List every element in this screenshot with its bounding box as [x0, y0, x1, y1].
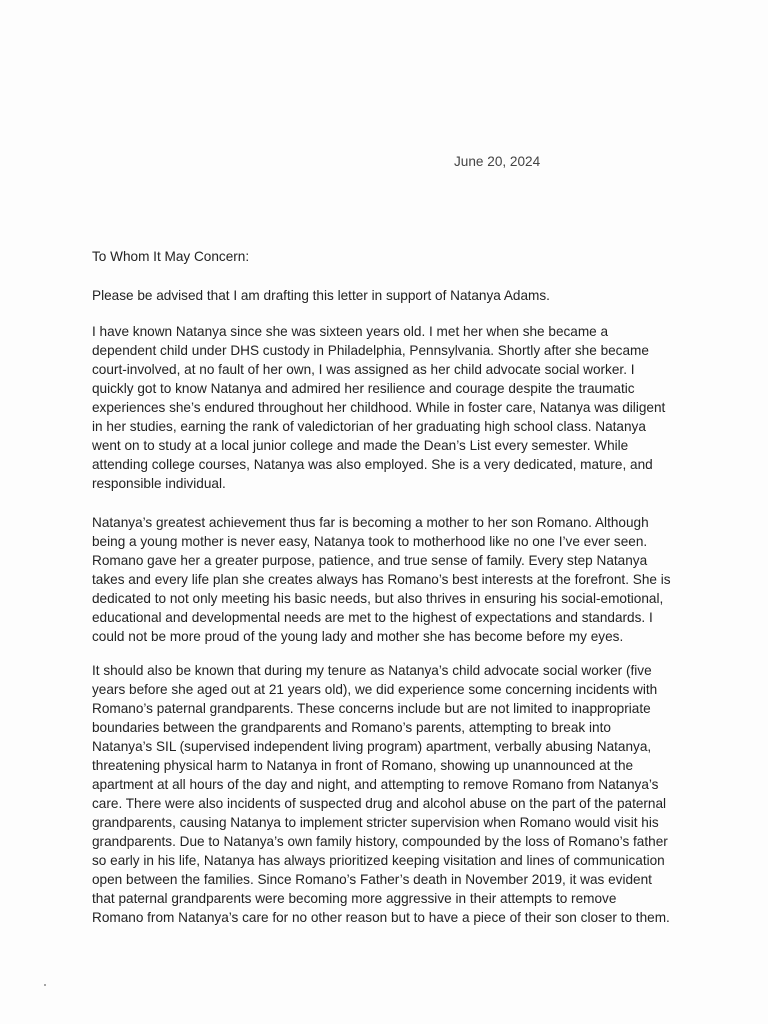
paragraph-line: open between the families. Since Romano’s Father’s death in November 2019, it was evident — [92, 872, 652, 887]
paragraph-motherhood — [92, 513, 692, 646]
paragraph-line: court-involved, at no fault of her own, I was assigned as her child advocate social worker. I — [92, 362, 635, 377]
scan-speck — [44, 984, 46, 986]
paragraph-line: dedicated to not only meeting his basic needs, but also thrives in ensuring his social-emotional, — [92, 591, 664, 606]
paragraph-grandparents — [92, 661, 692, 927]
paragraph-line: threatening physical harm to Natanya in front of Romano, showing up unannounced at the — [92, 758, 634, 773]
paragraph-line: grandparents. Due to Natanya’s own family history, compounded by the loss of Romano’s father — [92, 834, 668, 849]
paragraph-line: years before she aged out at 21 years old), we did experience some concerning incidents with — [92, 682, 658, 697]
letter-date: June 20, 2024 — [454, 154, 541, 169]
paragraph-line: could not be more proud of the young lady and mother she has become before my eyes. — [92, 629, 624, 644]
paragraph-line: dependent child under DHS custody in Philadelphia, Pennsylvania. Shortly after she became — [92, 343, 649, 358]
paragraph-background — [92, 322, 692, 493]
paragraph-line: takes and every life plan she creates always has Romano’s best interests at the forefront. She is — [92, 572, 671, 587]
paragraph-line: being a young mother is never easy, Natanya took to motherhood like no one I’ve ever seen. — [92, 534, 648, 549]
paragraph-line: responsible individual. — [92, 476, 226, 491]
paragraph-line: I have known Natanya since she was sixteen years old. I met her when she became a — [92, 324, 609, 339]
paragraph-line: Natanya’s SIL (supervised independent living program) apartment, verbally abusing Natanya, — [92, 739, 652, 754]
paragraph-line: that paternal grandparents were becoming more aggressive in their attempts to remove — [92, 891, 617, 906]
intro-paragraph — [92, 286, 692, 305]
paragraph-line: Romano from Natanya’s care for no other reason but to have a piece of their son closer to them. — [92, 910, 670, 925]
paragraph-line: It should also be known that during my tenure as Natanya’s child advocate social worker (five — [92, 663, 652, 678]
paragraph-line: Romano’s paternal grandparents. These concerns include but are not limited to inappropriate — [92, 701, 651, 716]
paragraph-line: educational and developmental needs are met to the highest of expectations and standards. I — [92, 610, 653, 625]
paragraph-line: grandparents, causing Natanya to implement stricter supervision when Romano would visit his — [92, 815, 659, 830]
paragraph-line: in her studies, earning the rank of valedictorian of her graduating high school class. Natanya — [92, 419, 646, 434]
paragraph-line: went on to study at a local junior college and made the Dean’s List every semester. While — [92, 438, 629, 453]
paragraph-line: attending college courses, Natanya was also employed. She is a very dedicated, mature, and — [92, 457, 653, 472]
salutation: To Whom It May Concern: — [92, 249, 250, 264]
paragraph-line: so early in his life, Natanya has always prioritized keeping visitation and lines of communication — [92, 853, 665, 868]
paragraph-line: Romano gave her a greater purpose, patience, and true sense of family. Every step Natanya — [92, 553, 648, 568]
paragraph-line: Natanya’s greatest achievement thus far is becoming a mother to her son Romano. Although — [92, 515, 649, 530]
paragraph-line: care. There were also incidents of suspected drug and alcohol abuse on the part of the paternal — [92, 796, 667, 811]
intro-line: Please be advised that I am drafting this letter in support of Natanya Adams. — [92, 288, 550, 303]
paragraph-line: boundaries between the grandparents and Romano’s parents, attempting to break into — [92, 720, 611, 735]
paragraph-line: apartment at all hours of the day and night, and attempting to remove Romano from Natanya’s — [92, 777, 659, 792]
paragraph-line: experiences she’s endured throughout her childhood. While in foster care, Natanya was diligent — [92, 400, 666, 415]
paragraph-line: quickly got to know Natanya and admired her resilience and courage despite the traumatic — [92, 381, 635, 396]
